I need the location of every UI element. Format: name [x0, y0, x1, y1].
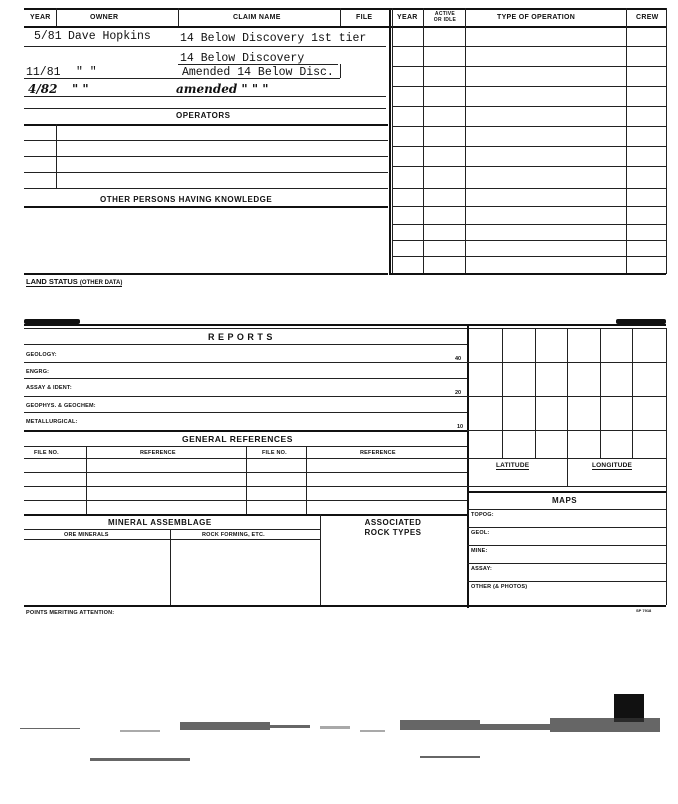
form-number: SP 7918: [636, 608, 652, 613]
land-status-sub-label: (OTHER DATA): [79, 280, 123, 286]
header-year-2: YEAR: [397, 14, 418, 21]
ref-col-file-no: FILE NO.: [34, 450, 59, 456]
associated-label: ASSOCIATED: [364, 518, 422, 527]
maps-heading: MAPS: [552, 496, 578, 505]
header-bottom-border: [24, 26, 666, 28]
report-number: 10: [457, 424, 464, 430]
report-label: ENGRG:: [26, 369, 50, 375]
mineral-assemblage-heading: MINERAL ASSEMBLAGE: [108, 518, 212, 527]
ref-col-reference: REFERENCE: [140, 450, 176, 456]
other-persons-heading: OTHER PERSONS HAVING KNOWLEDGE: [100, 195, 273, 204]
report-label: ASSAY & IDENT:: [26, 385, 72, 391]
points-meriting-attention-label: POINTS MERITING ATTENTION:: [26, 610, 115, 616]
reports-heading: R E P O R T S: [208, 332, 273, 342]
land-status-label: LAND STATUS: [26, 277, 78, 286]
rock-forming-heading: ROCK FORMING, ETC.: [202, 532, 265, 538]
owner-row-year: 11/81: [26, 66, 61, 79]
ref-col-reference: REFERENCE: [360, 450, 396, 456]
latitude-label: LATITUDE: [496, 462, 530, 469]
header-active-label: ACTIVE: [434, 11, 456, 17]
ore-minerals-heading: ORE MINERALS: [64, 532, 109, 538]
associated-rock-types-heading: [334, 518, 452, 538]
report-number: 20: [455, 390, 462, 396]
header-year: YEAR: [30, 14, 51, 21]
map-label: OTHER (& PHOTOS): [471, 584, 528, 590]
owner-row-claim: Amended 14 Below Disc.: [182, 66, 334, 79]
general-references-heading: GENERAL REFERENCES: [182, 434, 293, 444]
owner-row-claim: amended " " ": [176, 82, 269, 96]
ref-col-file-no: FILE NO.: [262, 450, 287, 456]
report-label: GEOLOGY:: [26, 352, 57, 358]
header-owner: OWNER: [90, 14, 119, 21]
owner-row-claim: 14 Below Discovery: [180, 52, 305, 65]
map-label: TOPOG:: [471, 512, 494, 518]
owner-row-owner: Dave Hopkins: [68, 30, 151, 43]
reports-right-border: [467, 324, 469, 608]
map-label: ASSAY:: [471, 566, 493, 572]
ops-left-border: [389, 8, 391, 274]
header-type-of-operation: TYPE OF OPERATION: [497, 14, 576, 21]
reports-top-border: [24, 324, 666, 326]
header-idle-label: OR IDLE: [433, 17, 457, 23]
scan-noise-band: [0, 700, 678, 780]
header-crew: CREW: [636, 14, 659, 21]
owner-row-year: 4/82: [28, 82, 58, 96]
map-label: GEOL:: [471, 530, 490, 536]
longitude-label: LONGITUDE: [592, 462, 633, 469]
report-label: GEOPHYS. & GEOCHEM:: [26, 403, 96, 409]
land-status-heading: [26, 277, 122, 287]
header-claim-name: CLAIM NAME: [233, 14, 281, 21]
owner-row-owner: " ": [72, 82, 89, 96]
operators-heading: OPERATORS: [176, 111, 231, 120]
header-file: FILE: [356, 14, 373, 21]
rock-types-label: ROCK TYPES: [364, 528, 422, 537]
report-label: METALLURGICAL:: [26, 419, 78, 425]
owner-row-year: 5/81: [34, 30, 62, 43]
owner-row-owner: " ": [76, 66, 97, 79]
map-label: MINE:: [471, 548, 488, 554]
top-border: [24, 8, 666, 10]
header-active-or-idle: [428, 11, 462, 23]
owner-row-claim: 14 Below Discovery 1st tier: [180, 32, 367, 45]
report-number: 40: [455, 356, 462, 362]
